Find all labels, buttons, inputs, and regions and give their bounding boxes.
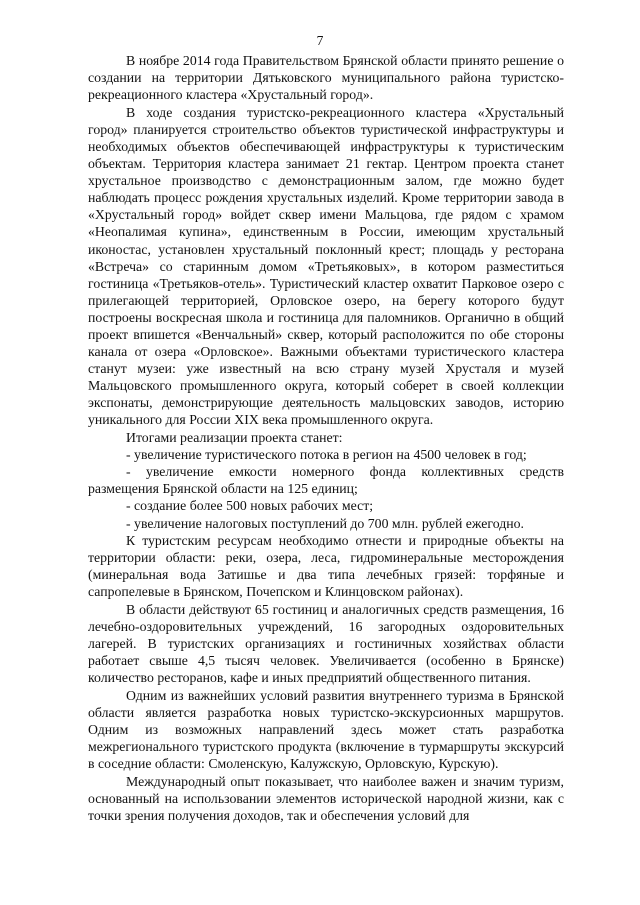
paragraph-international-experience: Международный опыт показывает, что наиболее важен и значим туризм, основанный на использовании элементов исторической народной жизни, как с точки зрения получения доходов, так и обеспечения условий для: [88, 773, 564, 824]
list-item-jobs: - создание более 500 новых рабочих мест;: [126, 498, 374, 514]
list-item-tax-revenue: - увеличение налоговых поступлений до 700 млн. рублей ежегодно.: [126, 515, 524, 531]
list-item-room-capacity: - увеличение емкости номерного фонда коллективных средств размещения Брянской области на 125 единиц;: [88, 464, 564, 497]
paragraph-natural-resources: К туристским ресурсам необходимо отнести и природные объекты на территории области: реки, озера, леса, гидроминеральные месторождения (минеральная вода Затишье и два типа лечебных грязей: торфяные и сапропелевые в Брянском, Почепском и Клинцовском районах).: [88, 533, 564, 600]
paragraph-cluster-description: В ходе создания туристско-рекреационного кластера «Хрустальный город» планируется строительство объектов туристической инфраструктуры и необходимых объектов обеспечивающей инфраструктуры к туристическим объектам. Территория кластера занимает 21 гектар. Центром проекта станет хрустальное производство с демонстрационным залом, где можно будет наблюдать процесс рождения хрустальных изделий. Кроме территории завода в «Хрустальный город» войдет сквер имени Мальцова, где рядом с храмом «Неопалимая купина», единственным в России, имеющим хрустальный иконостас, установлен хрустальный поклонный крест; площадь у ресторана «Встреча» со старинным домом «Третьяковых», в котором разместиться гостиница «Третьяков-отель». Туристический кластер охватит Парковое озеро с прилегающей территорией, Орловское озеро, на берегу которого будут построены воскресная школа и гостиница для паломников. Органично в общий проект впишется «Венчальный» сквер, который расположится по обе стороны канала от озера «Орловское». Важными объектами туристического кластера станут музеи: уже известный на всю страну музей Хрусталя и музей Мальцовского промышленного округа, который соберет в своей коллекции экспонаты, демонстрирующие деятельность мальцовских заводов, историю уникального для России XIX века промышленного округа.: [88, 104, 564, 428]
page-number: 7: [316, 33, 324, 48]
list-item-tourist-flow: - увеличение туристического потока в регион на 4500 человек в год;: [126, 447, 527, 463]
paragraph-routes: Одним из важнейших условий развития внутреннего туризма в Брянской области является разработка новых туристско-экскурсионных маршрутов. Одним из возможных направлений здесь может стать разработка межрегионального туристского продукта (включение в турмаршруты экскурсий в соседние области: Смоленскую, Калужскую, Орловскую, Курскую).: [88, 687, 564, 772]
paragraph-cluster-decision: В ноябре 2014 года Правительством Брянской области принято решение о создании на территории Дятьковского муниципального района туристско-рекреационного кластера «Хрустальный город».: [88, 53, 564, 103]
paragraph-results-intro: Итогами реализации проекта станет:: [126, 430, 343, 446]
body-text: [88, 52, 564, 824]
paragraph-accommodation: В области действуют 65 гостиниц и аналогичных средств размещения, 16 лечебно-оздоровительных учреждений, 16 загородных оздоровительных лагерей. В туристских организациях и гостиничных хозяйствах области работает свыше 4,5 тысяч человек. Увеличивается (особенно в Брянске) количество ресторанов, кафе и иных предприятий общественного питания.: [88, 602, 564, 686]
